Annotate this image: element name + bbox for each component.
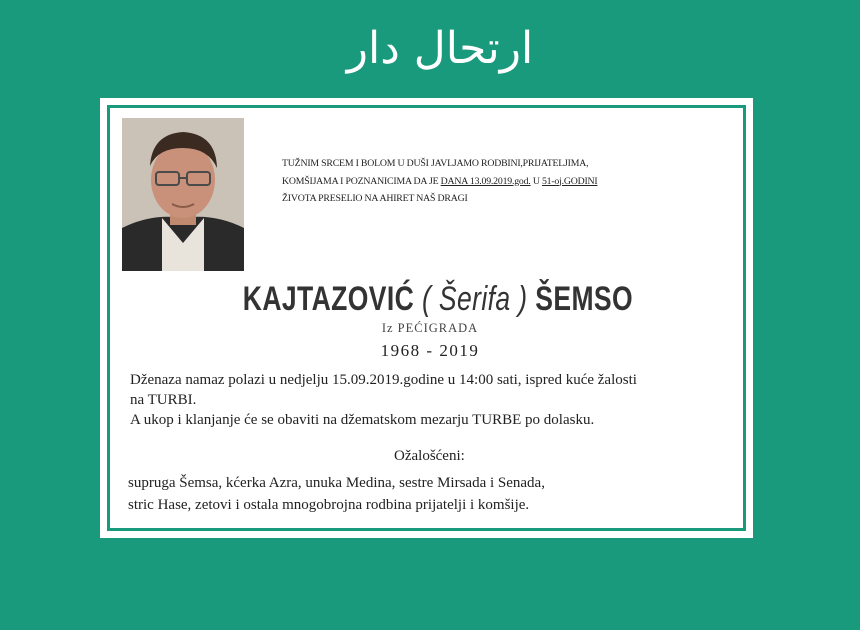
- mourners-line-2: stric Hase, zetovi i ostala mnogobrojna rodbina prijatelji i komšije.: [128, 497, 530, 513]
- announcement-line-1: TUŽNIM SRCEM I BOLOM U DUŠI JAVLJAMO RODBINI,PRIJATELJIMA,: [282, 158, 589, 169]
- portrait-image: [122, 118, 244, 271]
- place-of-origin: Iz PEĆIGRADA: [381, 321, 479, 335]
- funeral-details: [130, 370, 730, 430]
- mourners-line-1: supruga Šemsa, kćerka Azra, unuka Medina, sestre Mirsada i Senada,: [128, 475, 545, 491]
- father-name: ( Šerifa ): [421, 280, 528, 318]
- announcement-u: U: [532, 175, 540, 187]
- funeral-line-2: na TURBI.: [130, 392, 197, 408]
- announcement-line-3: ŽIVOTA PRESELIO NA AHIRET NAŠ DRAGI: [282, 193, 468, 204]
- deceased-name: [242, 280, 634, 319]
- arabic-calligraphy: ارتحال دار: [346, 23, 534, 74]
- mourners-list: [128, 472, 738, 516]
- life-years: 1968 - 2019: [380, 341, 480, 360]
- obituary-card: [100, 98, 753, 538]
- announcement-line-2-prefix: KOMŠIJAMA I POZNANICIMA DA JE: [282, 175, 439, 187]
- deceased-surname: KAJTAZOVIĆ: [242, 280, 415, 318]
- announcement-text: [282, 155, 612, 208]
- death-date: DANA 13.09.2019.god.: [440, 175, 531, 187]
- deceased-given-name: ŠEMSO: [535, 280, 634, 318]
- funeral-line-1: Dženaza namaz polazi u nedjelju 15.09.2019.godine u 14:00 sati, ispred kuće žalosti: [130, 372, 637, 388]
- mourners-heading: Ožalošćeni:: [394, 448, 465, 464]
- funeral-line-3: A ukop i klanjanje će se obaviti na džematskom mezarju TURBE po dolasku.: [130, 412, 595, 428]
- deceased-portrait: [122, 118, 244, 271]
- age-at-death: 51-oj.GODINI: [541, 175, 598, 187]
- announcement-line-2: [282, 173, 612, 191]
